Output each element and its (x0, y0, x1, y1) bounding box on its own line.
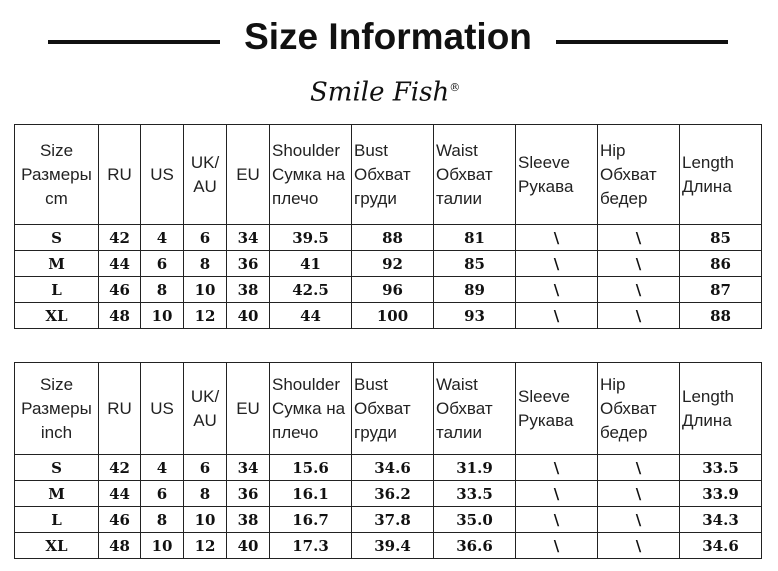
cell-size: M (15, 481, 99, 507)
cell-length: 86 (680, 251, 762, 277)
cell-uk: 12 (184, 533, 227, 559)
col-header-bust: Bust Обхват груди (352, 363, 434, 455)
cell-us: 4 (141, 225, 184, 251)
col-header-sleeve: Sleeve Рукава (516, 363, 598, 455)
col-header-ru: RU (99, 363, 141, 455)
cell-us: 10 (141, 533, 184, 559)
col-header-sleeve: Sleeve Рукава (516, 125, 598, 225)
cell-sleeve: \ (516, 251, 598, 277)
cell-uk: 12 (184, 303, 227, 329)
col-header-hip: Hip Обхват бедер (598, 125, 680, 225)
cell-shoulder: 39.5 (270, 225, 352, 251)
cell-us: 8 (141, 277, 184, 303)
cell-shoulder: 16.1 (270, 481, 352, 507)
cell-sleeve: \ (516, 533, 598, 559)
cell-us: 6 (141, 251, 184, 277)
cell-us: 8 (141, 507, 184, 533)
cell-size: L (15, 277, 99, 303)
cell-ru: 44 (99, 251, 141, 277)
table-row (15, 533, 762, 559)
cell-sleeve: \ (516, 481, 598, 507)
cell-hip: \ (598, 533, 680, 559)
cell-eu: 40 (227, 303, 270, 329)
cell-bust: 100 (352, 303, 434, 329)
col-header-length: Length Длина (680, 125, 762, 225)
cell-bust: 37.8 (352, 507, 434, 533)
cell-hip: \ (598, 303, 680, 329)
cell-bust: 36.2 (352, 481, 434, 507)
cell-bust: 96 (352, 277, 434, 303)
page-title: Size Information (244, 16, 532, 57)
cell-length: 88 (680, 303, 762, 329)
col-header-size (15, 363, 99, 455)
table-row (15, 225, 762, 251)
cell-us: 6 (141, 481, 184, 507)
table-header-row (15, 363, 762, 455)
cell-eu: 34 (227, 225, 270, 251)
registered-mark: ® (449, 81, 461, 94)
cell-ru: 44 (99, 481, 141, 507)
cell-bust: 34.6 (352, 455, 434, 481)
cell-waist: 93 (434, 303, 516, 329)
cell-ru: 48 (99, 533, 141, 559)
cell-waist: 35.0 (434, 507, 516, 533)
cell-eu: 38 (227, 277, 270, 303)
cell-ru: 42 (99, 455, 141, 481)
cell-eu: 40 (227, 533, 270, 559)
col-header-eu: EU (227, 363, 270, 455)
col-header-waist: Waist Обхват талии (434, 125, 516, 225)
cell-uk: 8 (184, 251, 227, 277)
cell-sleeve: \ (516, 507, 598, 533)
col-header-us: US (141, 125, 184, 225)
cell-size: XL (15, 533, 99, 559)
cell-hip: \ (598, 277, 680, 303)
cell-sleeve: \ (516, 225, 598, 251)
col-header-eu: EU (227, 125, 270, 225)
title-area (0, 0, 778, 70)
cell-waist: 81 (434, 225, 516, 251)
cell-size: S (15, 455, 99, 481)
cell-ru: 42 (99, 225, 141, 251)
col-header-size (15, 125, 99, 225)
cell-us: 10 (141, 303, 184, 329)
cell-size: XL (15, 303, 99, 329)
col-header-length: Length Длина (680, 363, 762, 455)
col-header-hip: Hip Обхват бедер (598, 363, 680, 455)
cell-shoulder: 44 (270, 303, 352, 329)
cell-uk: 8 (184, 481, 227, 507)
cell-shoulder: 41 (270, 251, 352, 277)
cell-size: L (15, 507, 99, 533)
cell-ru: 46 (99, 507, 141, 533)
brand-name: Smile Fish (310, 77, 450, 108)
cell-uk: 10 (184, 507, 227, 533)
cell-uk: 6 (184, 225, 227, 251)
title-rule-left (48, 40, 220, 44)
table-row (15, 507, 762, 533)
cell-eu: 38 (227, 507, 270, 533)
size-table-cm (14, 124, 762, 329)
cell-size: S (15, 225, 99, 251)
cell-uk: 6 (184, 455, 227, 481)
cell-hip: \ (598, 507, 680, 533)
cell-eu: 34 (227, 455, 270, 481)
cell-shoulder: 15.6 (270, 455, 352, 481)
col-header-waist: Waist Обхват талии (434, 363, 516, 455)
col-header-bust: Bust Обхват груди (352, 125, 434, 225)
title-rule-right (556, 40, 728, 44)
col-header-ukau: UK/ AU (184, 125, 227, 225)
cell-bust: 39.4 (352, 533, 434, 559)
cell-length: 33.9 (680, 481, 762, 507)
cell-waist: 36.6 (434, 533, 516, 559)
cell-hip: \ (598, 481, 680, 507)
col-header-ru: RU (99, 125, 141, 225)
brand-logo (310, 70, 470, 111)
cell-length: 87 (680, 277, 762, 303)
cell-us: 4 (141, 455, 184, 481)
cell-bust: 92 (352, 251, 434, 277)
cell-length: 34.6 (680, 533, 762, 559)
cell-waist: 89 (434, 277, 516, 303)
table-row (15, 455, 762, 481)
cell-size: M (15, 251, 99, 277)
cell-ru: 48 (99, 303, 141, 329)
cell-uk: 10 (184, 277, 227, 303)
table-header-row (15, 125, 762, 225)
cell-eu: 36 (227, 481, 270, 507)
cell-hip: \ (598, 251, 680, 277)
table-row (15, 481, 762, 507)
cell-length: 34.3 (680, 507, 762, 533)
col-header-shoulder: Shoulder Сумка на плечо (270, 125, 352, 225)
cell-bust: 88 (352, 225, 434, 251)
col-header-us: US (141, 363, 184, 455)
cell-length: 33.5 (680, 455, 762, 481)
cell-shoulder: 16.7 (270, 507, 352, 533)
table-row (15, 251, 762, 277)
cell-length: 85 (680, 225, 762, 251)
cell-eu: 36 (227, 251, 270, 277)
size-header-label: Size Размеры cm (21, 140, 92, 208)
cell-hip: \ (598, 225, 680, 251)
cell-waist: 85 (434, 251, 516, 277)
table-row (15, 303, 762, 329)
col-header-shoulder: Shoulder Сумка на плечо (270, 363, 352, 455)
cell-hip: \ (598, 455, 680, 481)
size-table-inch (14, 362, 762, 559)
cell-sleeve: \ (516, 277, 598, 303)
cell-waist: 33.5 (434, 481, 516, 507)
col-header-ukau: UK/ AU (184, 363, 227, 455)
cell-waist: 31.9 (434, 455, 516, 481)
size-header-label: Size Размеры inch (21, 374, 92, 442)
table-row (15, 277, 762, 303)
cell-sleeve: \ (516, 455, 598, 481)
cell-sleeve: \ (516, 303, 598, 329)
cell-shoulder: 42.5 (270, 277, 352, 303)
cell-shoulder: 17.3 (270, 533, 352, 559)
cell-ru: 46 (99, 277, 141, 303)
